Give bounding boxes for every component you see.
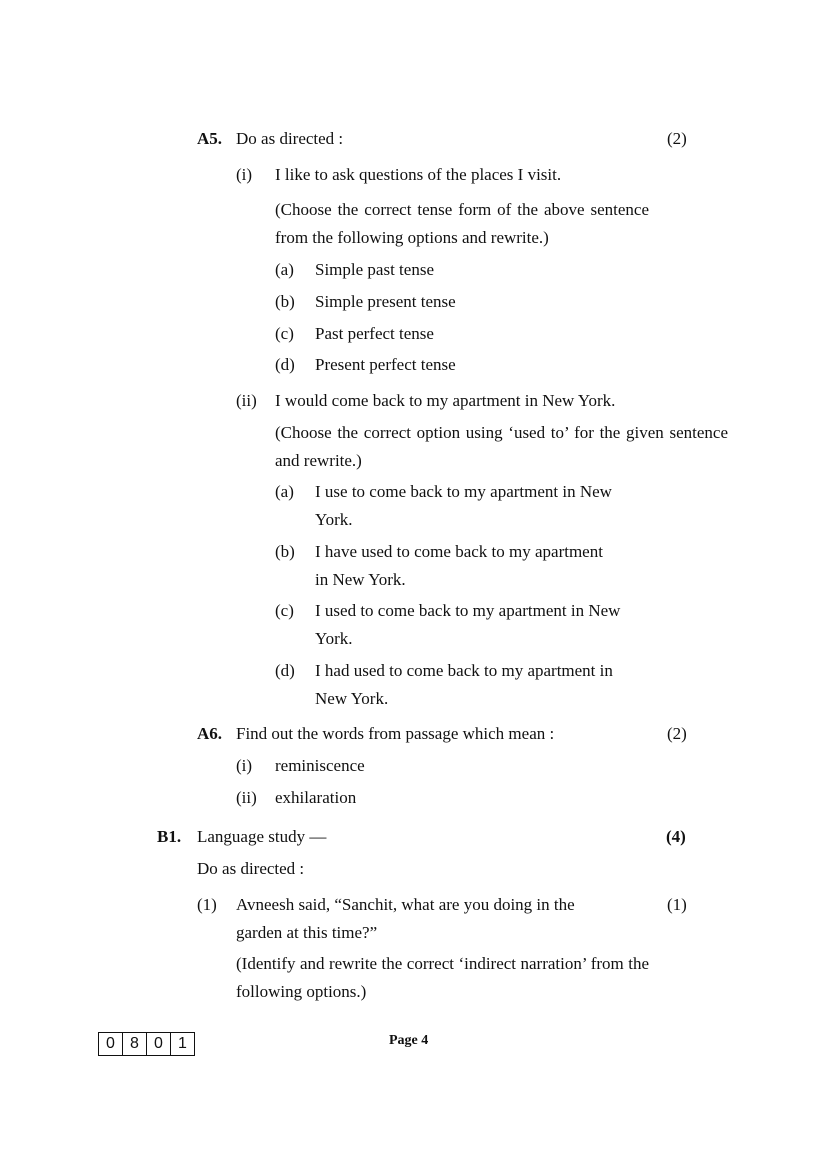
a5-q2-option-line: York.	[315, 510, 353, 529]
a5-q2-option-label: (c)	[275, 601, 294, 620]
a5-number: A5.	[197, 129, 223, 148]
a5-q1-option-label: (a)	[275, 260, 294, 279]
b1-number: B1.	[157, 827, 182, 846]
b1-q1-line: Avneesh said, “Sanchit, what are you doing in the	[236, 895, 575, 914]
b1-marks: (4)	[666, 827, 686, 846]
a6-title: Find out the words from passage which mean :	[236, 724, 555, 743]
a5-q1-text: I like to ask questions of the places I visit.	[275, 165, 562, 184]
a5-q2-text: I would come back to my apartment in New York.	[275, 391, 616, 410]
a5-q2-instruction: (Choose the correct option using ‘used to’ for the given sentence and rewrite.)	[275, 423, 728, 470]
a5-q1-option-text: Simple present tense	[315, 292, 456, 311]
a5-q1-option-text: Present perfect tense	[315, 355, 456, 374]
a5-title: Do as directed :	[236, 129, 344, 148]
b1-q1-instruction: (Identify and rewrite the correct ‘indirect narration’ from the following options.)	[236, 954, 649, 1001]
b1-subtitle: Do as directed :	[197, 859, 305, 878]
a6-number: A6.	[197, 724, 223, 743]
a6-marks: (2)	[667, 724, 687, 743]
a5-q1-option-label: (c)	[275, 324, 294, 343]
paper-code-digit: 8	[123, 1033, 147, 1055]
a5-q2-option-line: York.	[315, 629, 353, 648]
a6-item-text: reminiscence	[275, 756, 365, 775]
b1-q1-number: (1)	[197, 895, 217, 914]
a5-q2-option-label: (d)	[275, 661, 295, 680]
a5-q2-number: (ii)	[236, 391, 257, 410]
a5-q2-option-line: in New York.	[315, 570, 406, 589]
a5-q1-option-label: (d)	[275, 355, 295, 374]
a5-q1-option-text: Past perfect tense	[315, 324, 434, 343]
a5-q1-number: (i)	[236, 165, 253, 184]
paper-code-digit: 0	[147, 1033, 171, 1055]
a6-item-label: (ii)	[236, 788, 257, 807]
a6-item-text: exhilaration	[275, 788, 357, 807]
paper-code-digit: 0	[99, 1033, 123, 1055]
a5-q2-option-line: I used to come back to my apartment in New	[315, 601, 621, 620]
b1-q1-line: garden at this time?”	[236, 923, 378, 942]
a5-q1-instruction: (Choose the correct tense form of the above sentence from the following options and rewrite.)	[275, 200, 649, 247]
a5-q2-option-label: (b)	[275, 542, 295, 561]
paper-code-digit: 1	[178, 1035, 187, 1052]
b1-title: Language study —	[197, 827, 327, 846]
page-number: Page 4	[389, 1033, 429, 1048]
a5-q1-option-text: Simple past tense	[315, 260, 434, 279]
a5-q2-option-label: (a)	[275, 482, 294, 501]
a5-q1-option-label: (b)	[275, 292, 295, 311]
a5-q2-option-line: New York.	[315, 689, 389, 708]
a6-item-label: (i)	[236, 756, 253, 775]
b1-q1-marks: (1)	[667, 895, 687, 914]
paper-code-box	[98, 1032, 195, 1056]
a5-q2-option-line: I had used to come back to my apartment in	[315, 661, 613, 680]
a5-q2-option-line: I have used to come back to my apartment	[315, 542, 603, 561]
a5-q2-option-line: I use to come back to my apartment in New	[315, 482, 612, 501]
a5-marks: (2)	[667, 129, 687, 148]
